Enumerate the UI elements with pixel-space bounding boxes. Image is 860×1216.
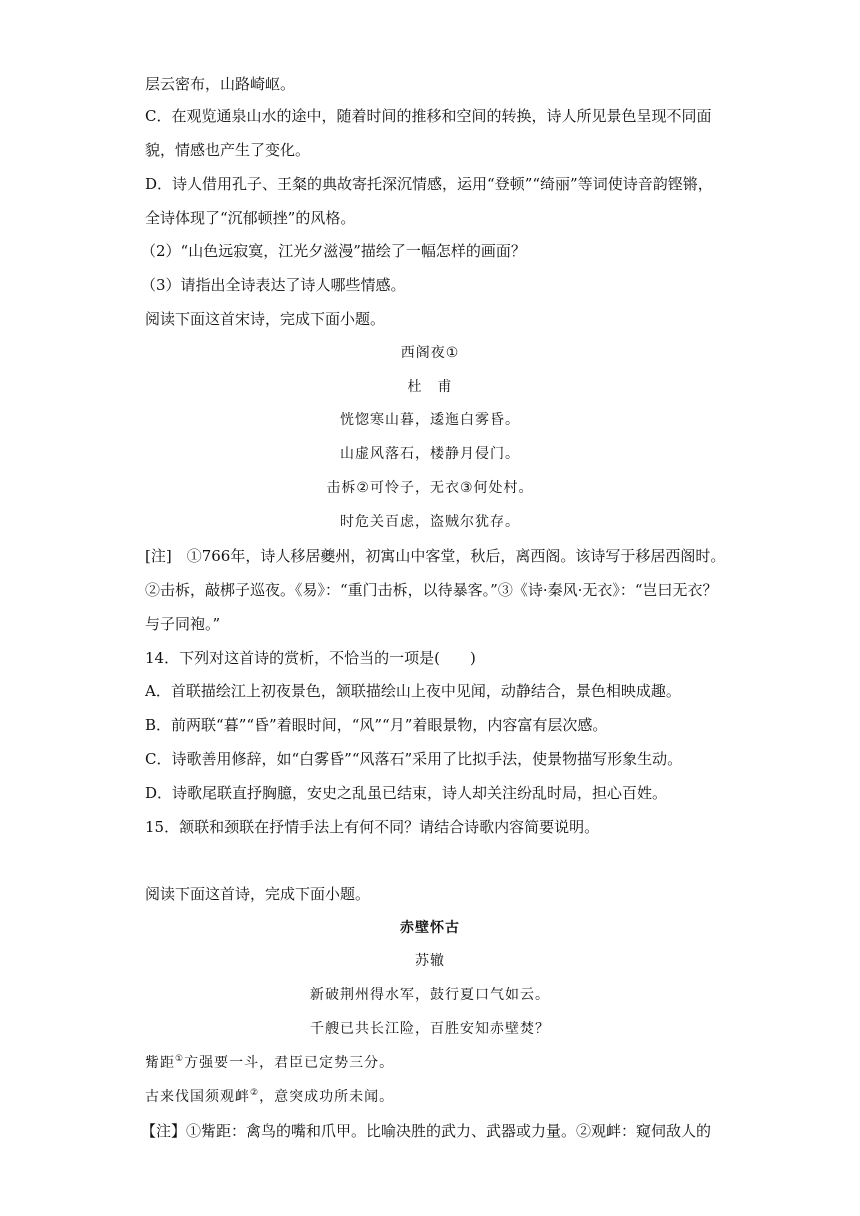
footnote-mark: ② [250,1088,260,1098]
footnote-mark: ① [175,1054,185,1064]
note-line: 【注】①觜距：禽鸟的嘴和爪甲。比喻决胜的武力、武器或力量。②观衅：窥伺敌人的 [141,1122,712,1140]
question-15: 15．颔联和颈联在抒情手法上有何不同？请结合诗歌内容简要说明。 [145,818,600,836]
text-line: 层云密布，山路崎岖。 [145,75,296,93]
poem-line [145,1087,394,1107]
q14-option-c: C．诗歌善用修辞，如“白雾昏”“风落石”采用了比拟手法，使景物描写形象生动。 [145,750,683,768]
poem-line: 山虚风落石，楼静月侵门。 [340,446,520,462]
question-3: （3）请指出全诗表达了诗人哪些情感。 [141,276,406,294]
option-d-line: 全诗体现了“沉郁顿挫”的风格。 [145,209,356,227]
poem-title: 西阁夜① [400,345,460,361]
poem-line [145,1053,394,1073]
q14-option-d: D．诗歌尾联直抒胸臆，安史之乱虽已结束，诗人却关注纷乱时局，担心百姓。 [145,784,668,802]
option-d-line: D．诗人借用孔子、王粲的典故寄托深沉情感，运用“登顿”“绮丽”等词使诗音韵铿锵， [145,175,713,193]
poem-text: ，意突成功所未闻。 [259,1089,395,1105]
question-2: （2）“山色远寂寞，江光夕滋漫”描绘了一幅怎样的画面？ [141,242,526,260]
poem-line: 恍惚寒山暮，逶迤白雾昏。 [340,412,520,428]
reading-intro: 阅读下面这首诗，完成下面小题。 [145,885,371,903]
reading-intro: 阅读下面这首宋诗，完成下面小题。 [145,310,386,328]
poem-text: 觜距 [145,1055,175,1071]
poem-line: 千艘已共长江险，百胜安知赤壁焚？ [310,1021,550,1037]
note-line: 与子同袍。” [145,615,221,633]
q14-option-a: A．首联描绘江上初夜景色，颔联描绘山上夜中见闻，动静结合，景色相映成趣。 [145,682,681,700]
option-c-line: C．在观览通泉山水的途中，随着时间的推移和空间的转换，诗人所见景色呈现不同面 [145,107,712,125]
poem-text: 古来伐国须观衅 [145,1089,250,1105]
poem-line: 时危关百虑，盗贼尔犹存。 [340,514,520,530]
question-14: 14．下列对这首诗的赏析，不恰当的一项是( ) [145,649,476,667]
poem-text: 方强要一斗，君臣已定势三分。 [184,1055,395,1071]
q14-option-b: B．前两联“暮”“昏”着眼时间，“风”“月”着眼景物，内容富有层次感。 [145,716,608,734]
poem-title: 赤壁怀古 [400,920,460,936]
poem-author: 苏辙 [415,953,445,969]
note-line: ②击柝，敲梆子巡夜。《易》：“重门击柝，以待暴客。”③《诗·秦风·无衣》：“岂曰无衣？ [145,581,718,599]
poem-line: 新破荆州得水军，鼓行夏口气如云。 [310,987,550,1003]
option-c-line: 貌，情感也产生了变化。 [145,141,311,159]
poem-author: 杜 甫 [407,379,453,395]
poem-line: 击柝②可怜子，无衣③何处村。 [326,480,534,496]
note-line: [注] ①766年，诗人移居夔州，初寓山中客堂，秋后，离西阁。该诗写于移居西阁时。 [145,547,726,565]
